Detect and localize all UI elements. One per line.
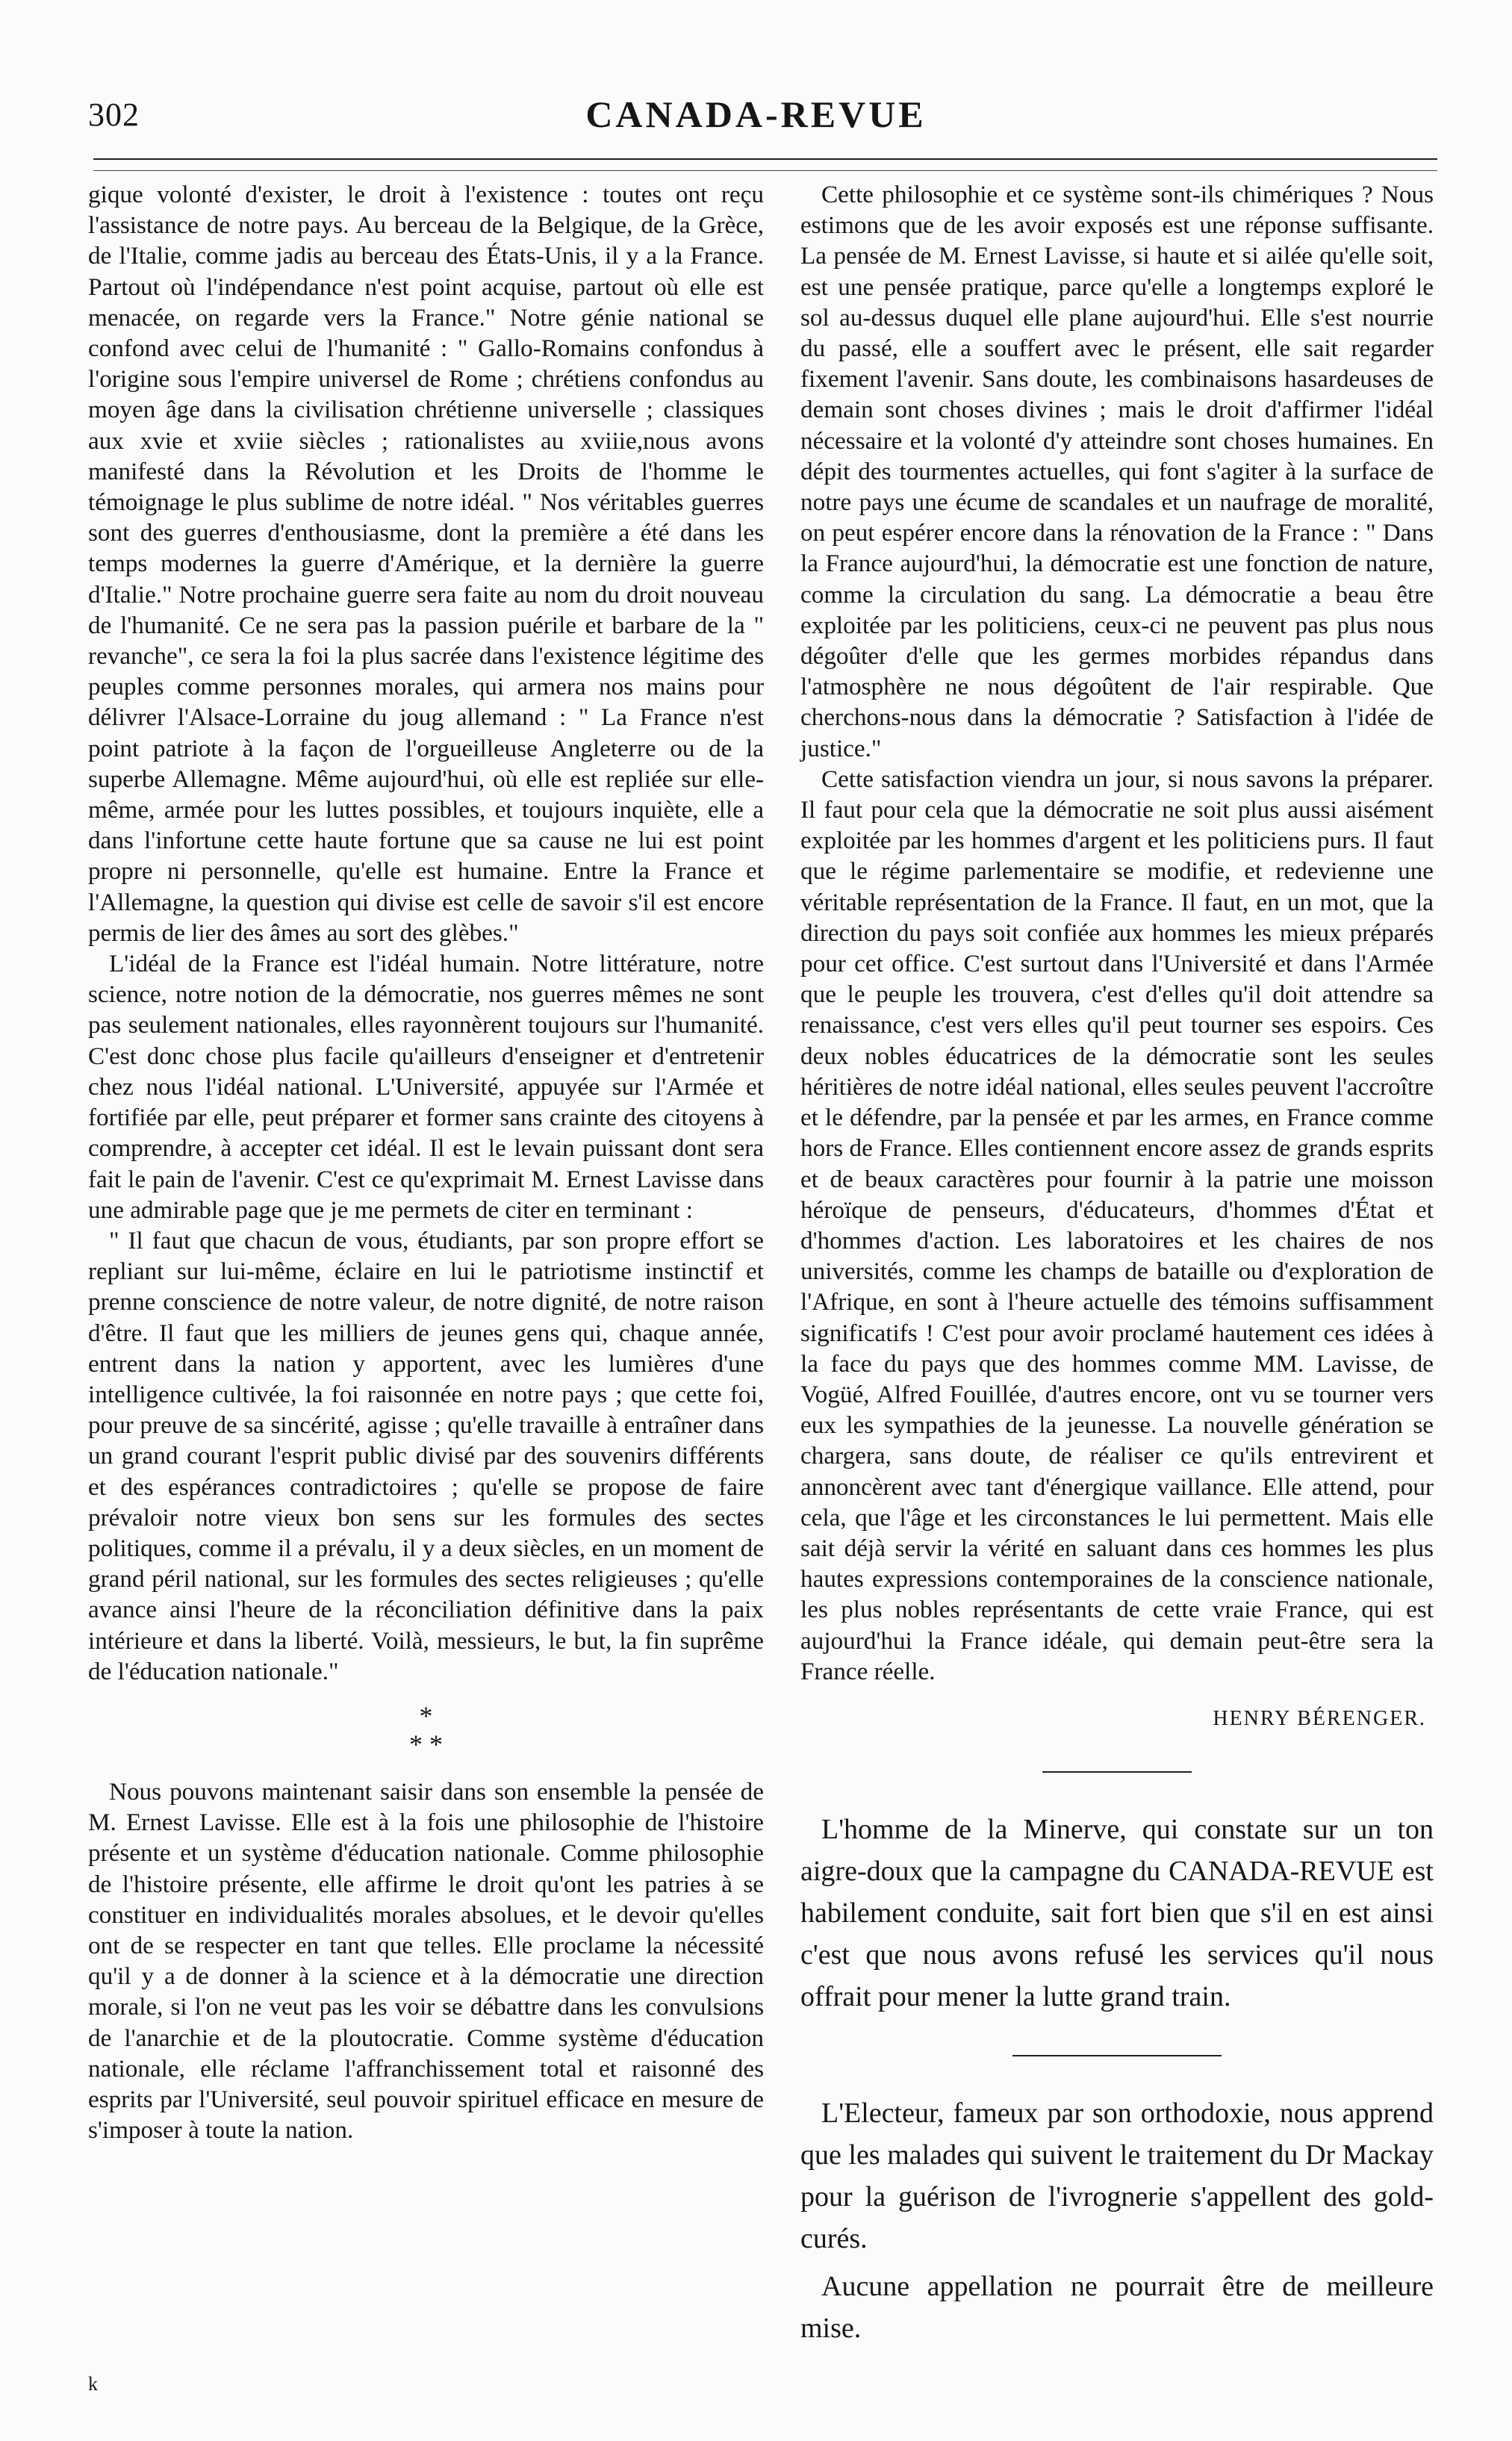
note-paragraph: Aucune appellation ne pourrait être de meilleure mise. — [800, 2271, 1434, 2345]
stray-print-mark: k — [88, 2373, 98, 2395]
left-column — [88, 179, 764, 2145]
paragraph: Cette philosophie et ce système sont-ils chimériques ? Nous estimons que de les avoir exposés est une réponse suffisante. La pensée de M. Ernest Lavisse, si haute et si ailée qu'elle soit, est une pensée pratique, parce qu'elle a longtemps exploré le sol au-dessus duquel elle plane aujourd'hui. Elle s'est nourrie du passé, elle a souffert avec le présent, elle sait regarder fixement l'avenir. Sans doute, les combinaisons hasardeuses de demain sont choses divines ; mais le droit d'affirmer l'idéal nécessaire et la volonté d'y atteindre sont choses humaines. En dépit des tourmentes actuelles, qui font s'agiter à la surface de notre pays une écume de scandales et un naufrage de moralité, on peut espérer encore dans la rénovation de la France : " Dans la France aujourd'hui, la démocratie est une fonction de nature, comme la circulation du sang. La démocratie a beau être exploitée par les politiciens, ceux-ci ne peuvent pas plus nous dégoûter d'elle que les germes morbides répandus dans l'atmosphère ne nous dégoûtent de l'air respirable. Que cherchons-nous dans la démocratie ? Satisfaction à l'idée de justice." — [800, 181, 1434, 762]
editorial-note — [800, 2092, 1434, 2349]
running-head-title: CANADA-REVUE — [585, 93, 927, 135]
divider-rule — [1012, 2055, 1222, 2056]
editorial-note — [800, 1809, 1434, 2018]
divider-rule — [1042, 1771, 1192, 1773]
paragraph: Cette satisfaction viendra un jour, si nous savons la préparer. Il faut pour cela que la démocratie ne soit plus aussi aisément exploitée par les hommes d'argent et les politiciens purs. Il faut que le régime parlementaire se modifie, et redevienne une véritable représentation de la France. Il faut, en un mot, que la direction du pays soit confiée aux hommes les mieux préparés pour cet office. C'est surtout dans l'Université et dans l'Armée que le peuple les trouvera, c'est d'elles qu'il doit attendre sa renaissance, c'est vers elles qu'il peut tourner ses espoirs. Ces deux nobles éducatrices de la démocratie sont les seules héritières de notre idéal national, elles seules peuvent l'accroître et le défendre, par la pensée et par les armes, en France comme hors de France. Elles contiennent encore assez de grands esprits et de beaux caractères pour fournir à la patrie une moisson héroïque de penseurs, d'éducateurs, d'hommes d'État et d'hommes d'action. Les laboratoires et les chaires de nos universités, comme les champs de bataille ou d'exploration de l'Afrique, en sont à l'heure actuelle des témoins suffisamment significatifs ! C'est pour avoir proclamé hautement ces idées à la face du pays que des hommes comme MM. Lavisse, de Vogüé, Alfred Fouillée, d'autres encore, ont vu se tourner vers eux les sympathies de la jeunesse. La nouvelle génération se chargera, sans doute, de réaliser ce qu'ils entrevirent et annoncèrent avec tant d'énergique vaillance. Elle attend, pour cela, que l'âge et les circonstances le lui permettent. Mais elle sait déjà servir la vérité en saluant dans ces hommes les plus hautes expressions contemporaines de la conscience nationale, les plus nobles représentants de cette vraie France, qui est aujourd'hui la France idéale, qui demain peut-être sera la France réelle. — [800, 765, 1434, 1685]
author-signature: HENRY BÉRENGER. — [1213, 1706, 1426, 1730]
note-paragraph: L'homme de la Minerve, qui constate sur un ton aigre-doux que la campagne du CANADA-REVUE est habilement conduite, sait fort bien que s'il en est ainsi c'est que nous avons refusé les services qu'il nous offrait pour mener la lutte grand train. — [800, 1814, 1434, 2013]
paragraph: gique volonté d'exister, le droit à l'existence : toutes ont reçu l'assistance de notre pays. Au berceau de la Belgique, de la Grèce, de l'Italie, comme jadis au berceau des États-Unis, il y a la France. Partout où l'indépendance n'est point acquise, partout où elle est menacée, on regarde vers la France." Notre génie national se confond avec celui de l'humanité : " Gallo-Romains confondus à l'origine sous l'empire universel de Rome ; chrétiens confondus au moyen âge dans la civilisation chrétienne universelle ; classiques aux xvie et xviie siècles ; rationalistes au xviiie,nous avons manifesté dans la Révolution et les Droits de l'homme le témoignage le plus sublime de notre idéal. " Nos véritables guerres sont des guerres d'enthousiasme, dont la première a été dans les temps modernes la guerre d'Amérique, et la dernière la guerre d'Italie." Notre prochaine guerre sera faite au nom du droit nouveau de l'humanité. Ce ne sera pas la passion puérile et barbare de la " revanche", ce sera la foi la plus sacrée dans l'existence légitime des peuples comme personnes morales, qui armera nos mains pour délivrer l'Alsace-Lorraine du joug allemand : " La France n'est point patriote à la façon de l'orgueilleuse Angleterre ou de la superbe Allemagne. Même aujourd'hui, où elle est repliée sur elle-même, armée pour les luttes possibles, et toujours inquiète, elle a dans l'infortune cette haute fortune que sa cause ne lui est point propre ni personnelle, qu'elle est humaine. Entre la France et l'Allemagne, la question qui divise est celle de savoir s'il est encore permis de lier des âmes au sort des glèbes." — [88, 181, 764, 947]
header-rule — [93, 158, 1437, 171]
paragraph: L'idéal de la France est l'idéal humain. Notre littérature, notre science, notre notion de la démocratie, nos guerres mêmes ne sont pas seulement nationales, elles rayonnèrent toujours sur l'humanité. C'est donc chose plus facile qu'ailleurs d'enseigner et d'entretenir chez nous l'idéal national. L'Université, appuyée sur l'Armée et fortifiée par elle, peut préparer et former sans crainte des citoyens à comprendre, à accepter cet idéal. Il est le levain puissant dont sera fait le pain de l'avenir. C'est ce qu'exprimait M. Ernest Lavisse dans une admirable page que je me permets de citer en terminant : — [88, 950, 764, 1224]
page-number: 302 — [88, 96, 140, 133]
quoted-paragraph: " Il faut que chacun de vous, étudiants, par son propre effort se repliant sur lui-même, éclaire en lui le patriotisme instinctif et prenne conscience de notre valeur, de notre dignité, de notre raison d'être. Il faut que les milliers de jeunes gens qui, chaque année, entrent dans la nation y apportent, avec les lumières d'une intelligence cultivée, la foi raisonnée en notre pays ; que cette foi, pour preuve de sa sincérité, agisse ; qu'elle travaille à entraîner dans un grand courant l'esprit public divisé par des souvenirs différents et des espérances contradictoires ; qu'elle se propose de faire prévaloir notre vieux bon sens sur les formules des sectes politiques, comme il a prévalu, il y a deux siècles, en un moment de grand péril national, sur les formules des sectes religieuses ; qu'elle avance ainsi l'heure de la réconciliation définitive dans la paix intérieure et dans la liberté. Voilà, messieurs, le but, la fin suprême de l'éducation nationale." — [88, 1226, 764, 1685]
right-column — [800, 179, 1434, 2349]
note-paragraph: L'Electeur, fameux par son orthodoxie, nous apprend que les malades qui suivent le traitement du Dr Mackay pour la guérison de l'ivrognerie s'appellent des gold-curés. — [800, 2098, 1434, 2255]
paragraph: Nous pouvons maintenant saisir dans son ensemble la pensée de M. Ernest Lavisse. Elle est à la fois une philosophie de l'histoire présente et un système d'éducation nationale. Comme philosophie de l'histoire présente, elle affirme le droit qu'ont les patries à se constituer en individualités morales absolues, et le devoir qu'elles ont de se respecter en tant que telles. Elle proclame la nécessité qu'il y a de donner à la science et à la démocratie une direction morale, si l'on ne veut pas les voir se débattre dans les convulsions de l'anarchie et de la ploutocratie. Comme système d'éducation nationale, elle réclame l'affranchissement total et raisonné des esprits par l'Université, seul pouvoir spirituel efficace en mesure de s'imposer à toute la nation. — [88, 1777, 764, 2145]
section-asterism: * * * — [409, 1700, 443, 1759]
